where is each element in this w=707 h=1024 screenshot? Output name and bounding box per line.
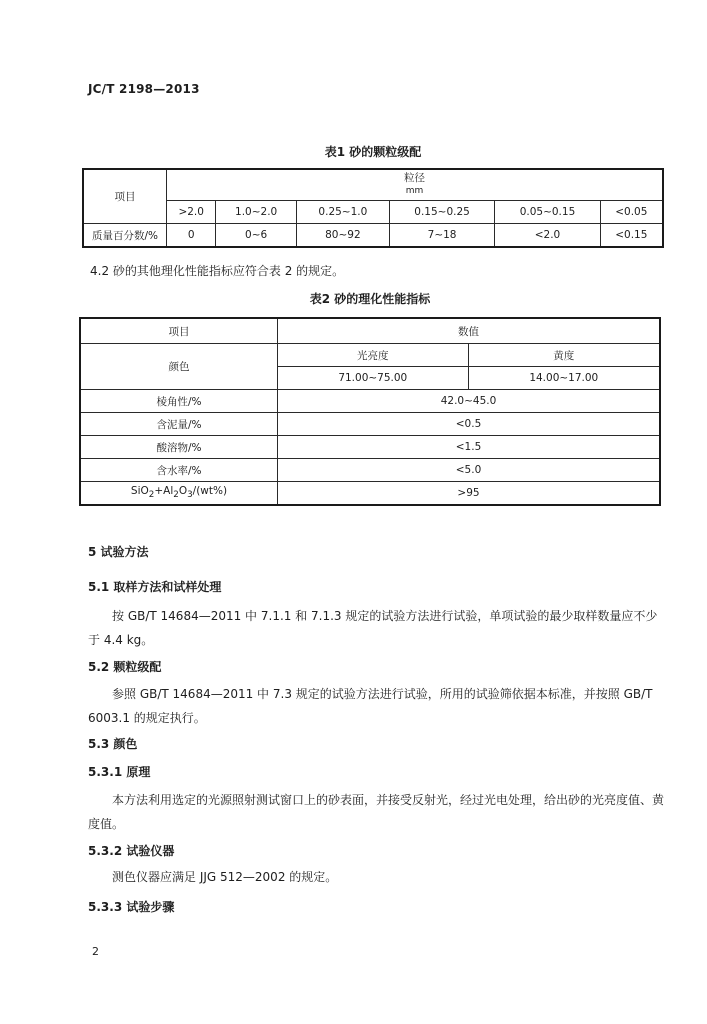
table1-cell: 0~6	[216, 224, 297, 248]
sio2-text: SiO	[130, 485, 149, 498]
table2-row-value: <5.0	[278, 459, 661, 482]
page-number: 2	[92, 945, 99, 958]
section-5-3-3-title: 5.3.3 试验步骤	[88, 900, 175, 914]
table2-sub-header: 黄度	[468, 344, 660, 367]
paragraph: 参照 GB/T 14684—2011 中 7.3 规定的试验方法进行试验，所用的试验筛依据本标准，并按照 GB/T 6003.1 的规定执行。	[88, 687, 653, 725]
section-5-3-2-text	[88, 865, 668, 889]
table1-caption: 表1 砂的颗粒级配	[324, 145, 422, 159]
table1-col: <0.05	[600, 201, 663, 224]
table1-cell: 0	[167, 224, 216, 248]
o3-text: O	[178, 485, 188, 498]
grading-table	[82, 168, 664, 248]
section-5-3-title: 5.3 颜色	[88, 737, 138, 751]
table1-col: 0.15~0.25	[389, 201, 494, 224]
table1-col: 0.05~0.15	[495, 201, 600, 224]
section-5-3-1-text	[88, 788, 668, 836]
unit-text: /(wt%)	[192, 485, 228, 498]
table2-value-header: 数值	[278, 318, 661, 344]
al2-subscript: 2	[173, 490, 179, 501]
section-5-2-title: 5.2 颗粒级配	[88, 660, 162, 674]
paragraph: 测色仪器应满足 JJG 512—2002 的规定。	[112, 870, 338, 884]
table2-row-value: <1.5	[278, 436, 661, 459]
table2-row-value: <0.5	[278, 413, 661, 436]
table2-item-header: 项目	[80, 318, 278, 344]
sio2-subscript: 2	[148, 490, 155, 501]
o3-subscript: 3	[187, 490, 193, 501]
table2-row-label: 含水率/%	[80, 459, 278, 482]
table2-caption: 表2 砂的理化性能指标	[309, 292, 431, 306]
section-5-2-text	[88, 682, 668, 730]
table1-cell: 7~18	[389, 224, 494, 248]
table2-sio2-label	[80, 482, 278, 506]
table1-item-header: 项目	[83, 169, 167, 224]
table1-col: 1.0~2.0	[216, 201, 297, 224]
section-5-1-title: 5.1 取样方法和试样处理	[88, 580, 222, 594]
section-5-3-2-title: 5.3.2 试验仪器	[88, 844, 175, 858]
section-5-3-1-title: 5.3.1 原理	[88, 765, 151, 779]
table1-cell: <2.0	[495, 224, 600, 248]
clause-4-2: 4.2 砂的其他理化性能指标应符合表 2 的规定。	[90, 264, 345, 278]
table2-row-label: 含泥量/%	[80, 413, 278, 436]
table1-row-label: 质量百分数/%	[83, 224, 167, 248]
document-code: JC/T 2198—2013	[88, 82, 200, 96]
table1-unit: mm	[405, 186, 424, 196]
table1-cell: <0.15	[600, 224, 663, 248]
section-5-1-text	[88, 604, 668, 652]
table1-col: 0.25~1.0	[296, 201, 389, 224]
table1-col: >2.0	[167, 201, 216, 224]
section-5-title: 5 试验方法	[88, 545, 149, 559]
table2-color-value: 71.00~75.00	[278, 367, 469, 390]
table2-row-value: >95	[278, 482, 661, 506]
paragraph: 按 GB/T 14684—2011 中 7.1.1 和 7.1.3 规定的试验方法进行试验，单项试验的最少取样数量应不少于 4.4 kg。	[88, 609, 658, 647]
table1-size-label: 粒径	[404, 172, 425, 184]
properties-table	[79, 317, 661, 506]
table2-row-label: 酸溶物/%	[80, 436, 278, 459]
table2-color-value: 14.00~17.00	[468, 367, 660, 390]
paragraph: 本方法利用选定的光源照射测试窗口上的砂表面，并接受反射光，经过光电处理，给出砂的光亮度值、黄度值。	[88, 793, 665, 831]
table2-color-label: 颜色	[80, 344, 278, 390]
al2o3-text: +Al	[154, 485, 174, 498]
table1-cell: 80~92	[296, 224, 389, 248]
table2-sub-header: 光亮度	[278, 344, 469, 367]
table2-row-value: 42.0~45.0	[278, 390, 661, 413]
table2-row-label: 棱角性/%	[80, 390, 278, 413]
table1-group-header	[167, 169, 664, 201]
